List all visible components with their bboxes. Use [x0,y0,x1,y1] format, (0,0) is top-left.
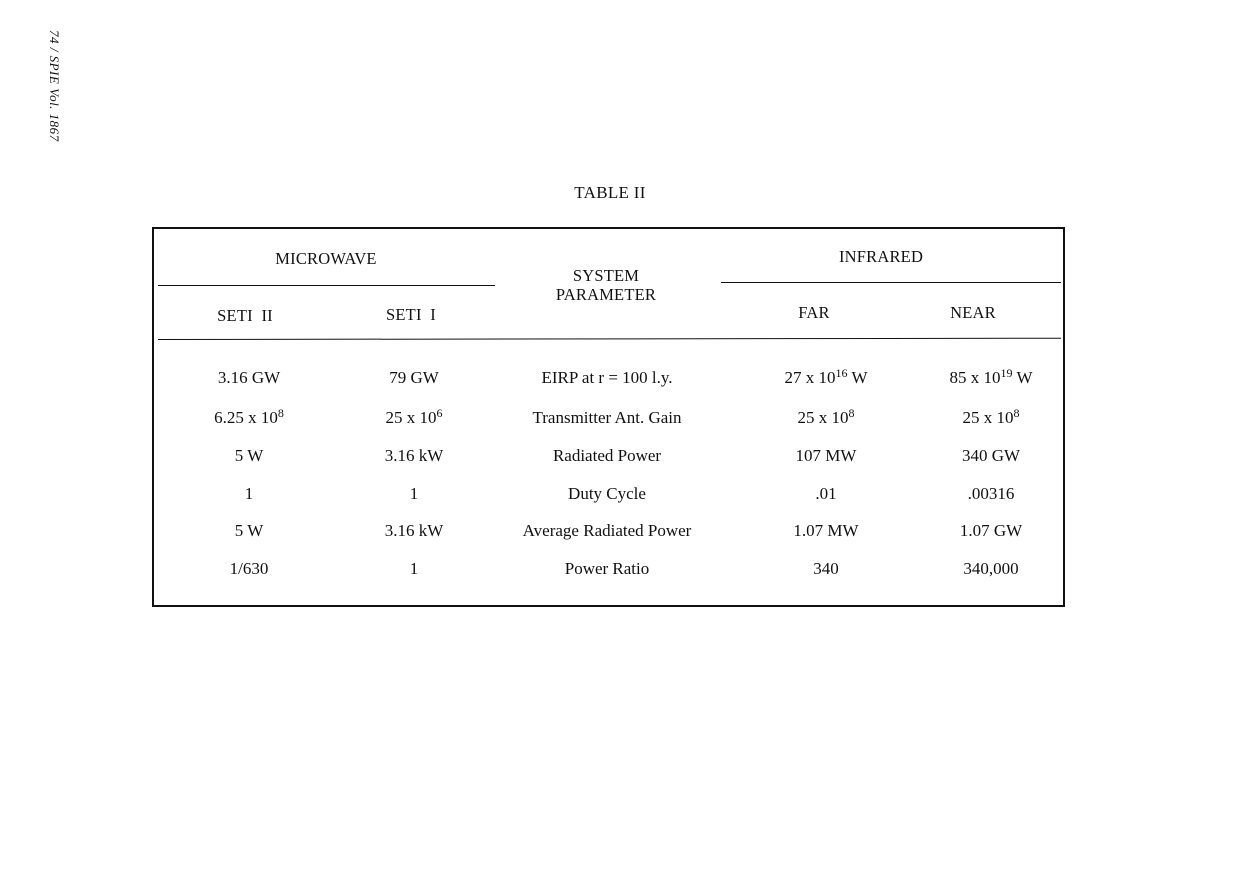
table-cell-far: 340 [813,559,839,578]
cell-exponent: 6 [436,406,443,420]
cell-base: 25 x 10 [962,408,1014,427]
cell-exponent: 16 [835,366,848,380]
cell-base: 25 x 10 [385,408,437,427]
cell-exponent: 8 [848,406,855,420]
col-header-seti2: SETI II [217,306,273,325]
table-cell-param: EIRP at r = 100 l.y. [541,368,673,387]
table-cell-seti2: 1 [244,484,254,503]
table-cell-seti2: 3.16 GW [217,368,281,387]
table-cell-far [798,408,855,428]
col-header-far: FAR [798,303,830,322]
table-cell-near: 340 GW [961,446,1021,465]
cell-base: 6.25 x 10 [214,408,278,427]
param-header-line1: SYSTEM [572,266,640,285]
table-cell-param: Transmitter Ant. Gain [532,408,682,427]
table-cell-seti1: 3.16 kW [384,446,444,465]
cell-base: 25 x 10 [797,408,849,427]
table-cell-near: .00316 [967,484,1015,503]
table-cell-near [950,368,1033,388]
table-cell-param: Average Radiated Power [522,521,692,540]
cell-exponent: 8 [1013,406,1020,420]
table-cell-param: Power Ratio [564,559,650,578]
cell-unit: W [847,368,868,387]
infrared-group-rule [721,282,1061,283]
table-cell-param: Radiated Power [552,446,662,465]
table-cell-seti2: 5 W [234,521,264,540]
table-cell-near: 340,000 [963,559,1019,578]
table-cell-seti1: 1 [409,559,419,578]
running-head: 74 / SPIE Vol. 1867 [47,30,62,142]
table-cell-seti1: 79 GW [389,368,439,387]
col-header-near: NEAR [950,303,996,322]
col-header-seti1: SETI I [386,305,436,324]
table-cell-seti2: 1/630 [229,559,269,578]
table-title: TABLE II [574,183,646,202]
group-header-infrared: INFRARED [838,247,924,266]
group-header-microwave: MICROWAVE [275,249,377,268]
param-header [556,266,656,304]
cell-base: 85 x 10 [949,368,1001,387]
table-cell-seti2 [214,408,284,428]
table-cell-seti1: 3.16 kW [384,521,444,540]
table-cell-far: 1.07 MW [793,521,859,540]
table-cell-seti1 [386,408,443,428]
table-cell-far [785,368,868,388]
cell-exponent: 19 [1000,366,1013,380]
cell-base: 27 x 10 [784,368,836,387]
table-cell-seti1: 1 [409,484,419,503]
table-cell-far: 107 MW [795,446,857,465]
microwave-group-rule [158,285,495,286]
table-cell-seti2: 5 W [234,446,264,465]
table-cell-param: Duty Cycle [568,484,646,503]
param-header-line2: PARAMETER [555,285,657,304]
table-cell-near [963,408,1020,428]
cell-unit: W [1012,368,1033,387]
cell-exponent: 8 [277,406,284,420]
table-cell-near: 1.07 GW [959,521,1023,540]
table-cell-far: .01 [815,484,837,503]
